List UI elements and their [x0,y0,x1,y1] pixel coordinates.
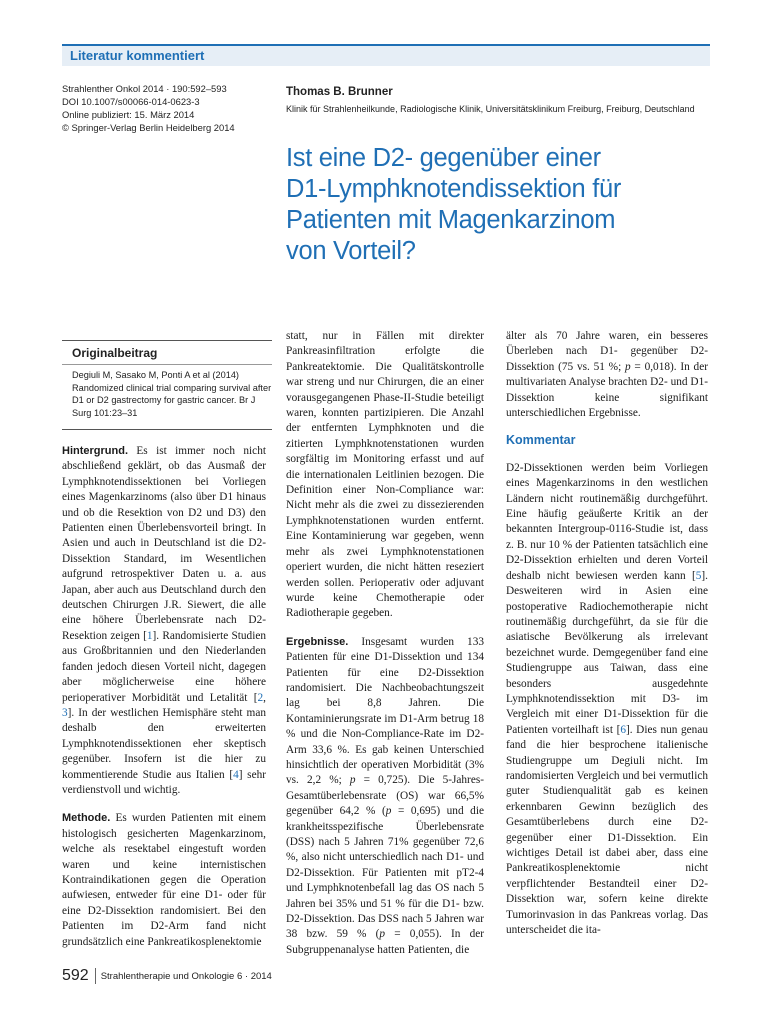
body-text: älter als 70 Jahre waren, ein besseres Überleben nach D1- gegenüber D2-Dissektion (75 vs. 51 %; [506,330,708,373]
body-text: = 0,725). Die 5-Jahres-Gesamtüberlebensrate (OS) war 66,5% gegenüber 64,2 % ( [286,774,484,818]
kommentar-heading: Kommentar [506,433,576,448]
paragraph-methode-cont [286,329,484,622]
paragraph-ergebnisse [286,635,484,959]
body-text: Insgesamt wurden 133 Patienten für eine D1-Dissektion und 134 Patienten für eine D2-Dissektion randomisiert. Die Nachbeobachtungszeit lag bei 8,8 Jahren. Die Kontaminierungsrate im D1-Arm betrug 18 % und die Non-Compliance-Rate im D2-Arm 33,6 %. Es gab keinen Unterschied hinsichtlich der operativen Morbidität (3% vs. 2,2 %; [286,635,484,787]
body-text: = 0,018). In der multivariaten Analyse brachten D2- und D1-Dissektion keine signifikant unterschiedlichen Ergebnisse. [506,360,708,420]
body-text: , [263,691,266,704]
title-line: D1-Lymphknotendissektion für [286,175,622,203]
footer-divider [95,968,96,984]
online-date: Online publiziert: 15. März 2014 [62,109,195,120]
original-article-reference: Degiuli M, Sasako M, Ponti A et al (2014) Randomized clinical trial comparing survival after D1 or D2 gastrectomy for gastric cancer. Br J Surg 101:23–31 [72,370,272,418]
p-value-symbol: p [349,774,356,787]
page-footer [62,966,272,986]
body-text: D2-Dissektionen werden beim Vorliegen eines Magenkarzinoms in den westlichen Ländern nicht routinemäßig durchgeführt. Eine häufig geäußerte Kritik an der bekannten Intergroup-0116-Studie ist, dass z. B. nur 10 % der Patienten tatsächlich eine D2-Dissektion erhielten und deren Vorteil deshalb nicht bewiesen werden kann [ [506,461,708,582]
body-text: ] sehr verdienstvoll und wichtig. [62,768,266,796]
article-title [286,143,716,267]
body-text: ]. In der westlichen Hemisphäre steht man deshalb den erweiterten Lymphknotendissektionen eher skeptisch gegenüber. Insofern ist die hier zu kommentierende Studie aus Italien [ [62,706,266,781]
reference-link[interactable]: 3 [62,706,68,719]
paragraph-ergebnisse-cont [506,329,708,421]
paragraph-hintergrund [62,444,266,798]
reference-link[interactable]: 4 [233,768,239,781]
section-banner [62,44,710,66]
body-text: ]. Dies nun genau fand die hier besprochene italienische Studiengruppe um Degiuli nicht. Im randomisierten Vergleich und bei vermutlich guter Studienqualität gab es keinen erkennbaren Gewinn bezüglich des Gesamtüberlebens durch eine D2- gegenüber einer D1-Dissektion. Ein wichtiges Detail ist dabei aber, dass eine Pankreatikosplenektomie nicht verpflichtender Bestandteil einer D2-Dissektion war, sofern keine direkte Tumorinvasion in das Pankreas vorlag. Das unterscheidet die ita- [506,723,708,937]
runin-methode: Methode. [62,812,111,825]
runin-hintergrund: Hintergrund. [62,445,128,457]
body-text-methode: Es wurden Patienten mit einem histologisch gesicherten Magenkarzinom, welche als resektabel eingestuft worden waren und keine internistischen Kontraindikationen gegen die Operation aufwiesen, entweder für eine D1- oder für eine D2-Dissektion randomisiert. Bei den Patienten im D2-Arm fand nicht grundsätzlich eine Pankreatikosplenektomie [62,812,266,948]
runin-ergebnisse: Ergebnisse. [286,635,349,648]
author-name: Thomas B. Brunner [286,86,393,98]
body-text: ]. Randomisierte Studien aus Großbritannien und den Niederlanden fanden jedoch diesen Vorteil nicht, dagegen aber möglicherweise eine höhere perioperativer Morbidität und Letalität [ [62,629,266,704]
journal-citation: Strahlenther Onkol 2014 · 190:592–593 [62,83,227,94]
p-value-symbol: p [385,805,392,818]
title-line: Ist eine D2- gegenüber einer [286,144,601,172]
paragraph-methode [62,811,266,950]
column-2 [286,329,484,958]
footer-journal: Strahlentherapie und Onkologie 6 · 2014 [100,970,272,982]
page-number: 592 [62,967,89,984]
reference-link[interactable]: 1 [146,629,153,642]
p-value-symbol: p [379,928,386,941]
body-text: = 0,695) und die krankheitsspezifische Überlebensrate (DSS) nach 5 Jahren 71% gegenüber 72,6 %, also nicht unterschiedlich nach D1- und D2-Dissektion. Für Patienten mit pT2-4 und Lymphknotenbefall lag das OS nach 5 Jahren bei 35% und 51 % für die D1- bzw. D2-Dissektion. Das DSS nach 5 Jahren war 38 bzw. 59 % ( [286,805,484,941]
title-line: von Vorteil? [286,237,416,265]
body-text: = 0,055). In der Subgruppenanalyse hatten Patienten, die [286,928,484,956]
section-label: Literatur kommentiert [70,48,205,63]
paragraph-kommentar [506,461,708,939]
body-text: statt, nur in Fällen mit direkter Pankreasinfiltration erfolgte die Pankreatektomie. Die Qualitätskontrolle war streng und nur Chirurgen, die an einer vorausgegangenen Phase-II-Studie beteiligt waren, konnten partizipieren. Die Anzahl der entfernten Lymphknoten und die zitierten Lymphknotenstationen wurden sorgfältig im Monitoring erfasst und auf die internationalen Leitlinien bezogen. Die Definition einer Non-Compliance war: Nicht mehr als die zwei zu dissezierenden Lymphknotenstationen wurden entfernt. Eine Kontaminierung war gegeben, wenn mehr als zwei Lymphknotenstationen operiert wurden, die nicht hätten reseziert werden sollen. Perioperativ oder adjuvant wurde keine Chemotherapie oder Radiotherapie gegeben. [286,330,484,620]
body-text: ]. Desweiteren wird in Asien eine postoperative Radiochemotherapie nicht routinemäßig durchgeführt, da sie für die asiatische Bevölkerung als irrelevant bezeichnet wurde. Demgegenüber fand eine Studiengruppe aus Taiwan, dass eine besonders ausgedehnte Lymphknotendissektion mit D3- im Vergleich mit einer D1-Dissektion für die Patienten vorteilhaft ist [ [506,569,708,736]
reference-link[interactable]: 6 [620,723,626,736]
copyright: © Springer-Verlag Berlin Heidelberg 2014 [62,122,235,133]
reference-link[interactable]: 5 [695,569,702,582]
doi: DOI 10.1007/s00066-014-0623-3 [62,96,200,107]
reference-link[interactable]: 2 [257,691,264,704]
column-1 [62,444,266,950]
original-article-heading: Originalbeitrag [62,341,272,365]
article-meta [62,82,272,134]
body-text: Es ist immer noch nicht abschließend geklärt, ob das Ausmaß der Lymphknotendissektionen bei Vorliegen eines Magenkarzinoms (also über D1 hinaus und ob die Resektion von D2 und D3) den Patienten einen Überlebensvorteil bringt. In Asien und auch in Deutschland ist die D2-Dissektion Standard, im Wesentlichen aufgrund retrospektiver Daten u. a. aus Japan, aber auch aus Deutschland durch den deutschen Chirurgen J.R. Siewert, die alle eine höhere Überlebensrate nach D2-Resektion zeigen [ [62,445,266,642]
column-3 [506,329,708,938]
author-affiliation: Klinik für Strahlenheilkunde, Radiologische Klinik, Universitätsklinikum Freiburg, Freiburg, Deutschland [286,104,695,114]
title-line: Patienten mit Magenkarzinom [286,206,616,234]
p-value-symbol: p [625,360,631,373]
original-article-box [62,340,272,430]
